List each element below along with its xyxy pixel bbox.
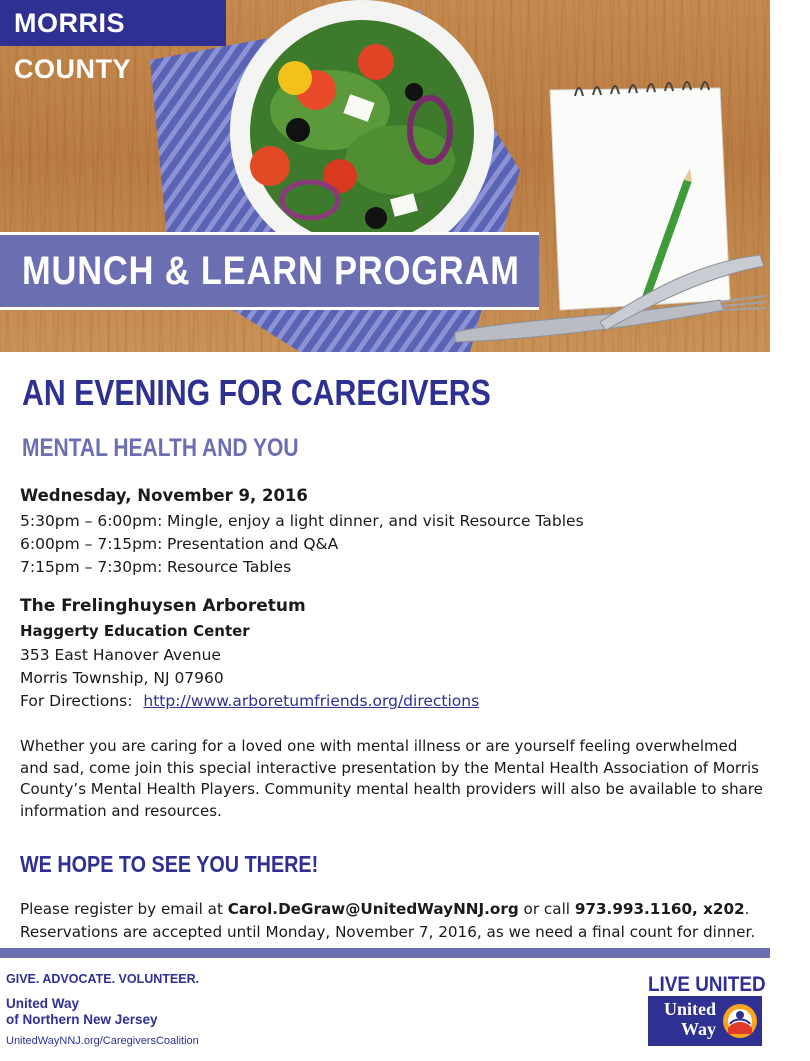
- register-prefix: Please register by email at: [20, 900, 223, 918]
- venue-address: [20, 644, 479, 713]
- organization-name: [6, 996, 158, 1028]
- salad-bowl-illustration: [230, 0, 494, 264]
- address-city: Morris Township, NJ 07960: [20, 669, 224, 687]
- registration-info: [20, 898, 755, 944]
- org-line1: United Way: [6, 996, 80, 1011]
- schedule-time: 5:30pm – 6:00pm:: [20, 512, 163, 530]
- event-schedule: [20, 510, 584, 579]
- footer-url[interactable]: UnitedWayNNJ.org/CaregiversCoalition: [6, 1035, 199, 1047]
- register-email[interactable]: Carol.DeGraw@UnitedWayNNJ.org: [227, 900, 519, 918]
- live-united-slogan: LIVE UNITED: [648, 973, 766, 996]
- logo-text: [654, 999, 716, 1039]
- registration-line: [20, 898, 755, 921]
- directions-link[interactable]: http://www.arboretumfriends.org/directions: [143, 692, 480, 710]
- footer-tagline: GIVE. ADVOCATE. VOLUNTEER.: [6, 972, 200, 986]
- venue-name: The Frelinghuysen Arboretum: [20, 596, 306, 616]
- schedule-row: [20, 556, 584, 579]
- event-headline: AN EVENING FOR CAREGIVERS: [22, 372, 491, 413]
- hero-banner: [0, 0, 770, 352]
- event-date: Wednesday, November 9, 2016: [20, 486, 308, 505]
- address-street: 353 East Hanover Avenue: [20, 646, 221, 664]
- directions-row: [20, 690, 479, 713]
- reservation-note: Reservations are accepted until Monday, November 7, 2016, as we need a final count for dinner.: [20, 923, 756, 941]
- org-line2: of Northern New Jersey: [6, 1012, 158, 1027]
- schedule-activity: Presentation and Q&A: [167, 535, 339, 553]
- schedule-row: [20, 510, 584, 533]
- schedule-time: 7:15pm – 7:30pm:: [20, 558, 163, 576]
- schedule-activity: Resource Tables: [167, 558, 292, 576]
- united-way-logo: [648, 996, 762, 1046]
- schedule-row: [20, 533, 584, 556]
- program-title-band: [0, 232, 539, 310]
- footer-divider: [0, 948, 770, 958]
- venue-center: Haggerty Education Center: [20, 622, 250, 640]
- closing-heading: WE HOPE TO SEE YOU THERE!: [20, 851, 319, 877]
- register-phone: 973.993.1160, x202: [574, 900, 745, 918]
- register-end: .: [744, 900, 750, 918]
- logo-line1: United: [663, 999, 716, 1019]
- logo-line2: Way: [680, 1019, 716, 1039]
- program-title: MUNCH & LEARN PROGRAM: [22, 249, 520, 293]
- event-description: Whether you are caring for a loved one with mental illness or are yourself feeling overwhelmed and sad, come join this special interactive presentation by the Mental Health Association of Morris County’s Mental Health Players. Community mental health providers will also be available to share information and resources.: [20, 737, 763, 820]
- event-subheadline: MENTAL HEALTH AND YOU: [22, 434, 299, 462]
- schedule-time: 6:00pm – 7:15pm:: [20, 535, 163, 553]
- county-label: MORRIS COUNTY: [0, 0, 226, 46]
- schedule-activity: Mingle, enjoy a light dinner, and visit Resource Tables: [167, 512, 584, 530]
- register-mid: or call: [523, 900, 571, 918]
- directions-label: For Directions:: [20, 692, 133, 710]
- united-way-emblem-icon: [722, 1002, 758, 1040]
